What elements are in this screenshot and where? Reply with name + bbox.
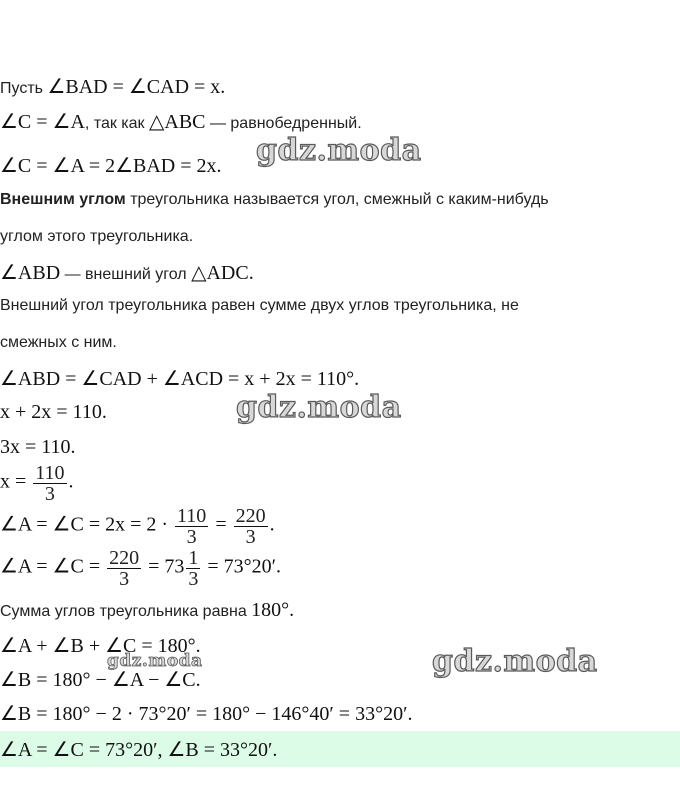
- solution-line: [0, 74, 225, 99]
- text-fragment: смежных с ним.: [0, 334, 117, 351]
- math-expression: x + 2x = 110.: [0, 401, 107, 423]
- math-expression: △ABC: [149, 111, 206, 133]
- math-expression: .: [269, 513, 275, 536]
- solution-line: [0, 366, 359, 391]
- math-expression: ∠BAD = ∠CAD = x.: [47, 76, 226, 98]
- text-fragment: — равнобедренный.: [205, 115, 362, 132]
- fraction-numerator: 110: [35, 462, 65, 484]
- solution-line: [0, 109, 362, 134]
- math-expression: = 73: [143, 555, 185, 578]
- solution-line: [0, 260, 254, 285]
- solution-line: [0, 548, 281, 589]
- fraction-numerator: 220: [235, 505, 266, 527]
- fraction-numerator: 220: [109, 547, 140, 569]
- math-expression: 180°.: [251, 599, 295, 621]
- fraction-denominator: 3: [188, 568, 199, 590]
- math-expression: ∠A = ∠C = 2x = 2 ·: [0, 513, 174, 536]
- math-expression: ∠ABD: [0, 262, 61, 284]
- math-expression: =: [210, 513, 232, 536]
- text-fragment: углом этого треугольника.: [0, 228, 194, 245]
- math-expression: ∠ABD = ∠CAD + ∠ACD = x + 2x = 110°.: [0, 368, 360, 390]
- math-expression: ∠C = ∠A: [0, 111, 85, 133]
- fraction-numerator: 110: [177, 505, 207, 527]
- solution-line: [0, 297, 519, 315]
- watermark: gdz.moda: [107, 651, 203, 671]
- watermark: gdz.moda: [236, 390, 402, 425]
- solution-line: [0, 701, 412, 726]
- math-expression: 3x = 110.: [0, 436, 76, 458]
- math-expression: = 73°20′.: [202, 555, 282, 578]
- text-fragment: , так как: [84, 115, 149, 132]
- solution-line: [0, 436, 76, 459]
- fraction-denominator: 3: [245, 526, 256, 548]
- answer-line: [0, 737, 277, 762]
- math-expression: ∠C = ∠A = 2∠BAD = 2x.: [0, 155, 222, 177]
- bold-term: Внешним углом: [0, 191, 126, 208]
- fraction-numerator: 1: [188, 547, 199, 569]
- solution-line: [0, 506, 275, 547]
- text-fragment: Внешний угол треугольника равен сумме двух углов треугольника, не: [0, 297, 519, 314]
- fraction-denominator: 3: [186, 526, 197, 548]
- math-expression: △ADC.: [191, 262, 254, 284]
- text-fragment: Сумма углов треугольника равна: [0, 603, 252, 620]
- solution-line: [0, 463, 74, 504]
- math-expression: ∠A + ∠B + ∠C = 180°.: [0, 635, 201, 657]
- fraction: [107, 548, 141, 589]
- fraction: [186, 548, 200, 589]
- text-fragment: Пусть: [0, 80, 48, 97]
- solution-line: [0, 599, 294, 622]
- solution-line: [0, 334, 117, 352]
- math-expression: ∠B = 180° − 2 · 73°20′ = 180° − 146°40′ = 33°20′.: [0, 703, 413, 725]
- solution-line: [0, 153, 222, 178]
- fraction: [175, 506, 208, 547]
- math-expression: ∠B = 180° − ∠A − ∠C.: [0, 669, 201, 691]
- solution-line: [0, 228, 193, 246]
- math-expression: ∠A = ∠C = 73°20′, ∠B = 33°20′.: [0, 739, 278, 761]
- watermark: gdz.moda: [256, 133, 422, 168]
- fraction: [234, 506, 268, 547]
- watermark: gdz.moda: [432, 644, 598, 679]
- math-expression: x =: [0, 470, 32, 493]
- fraction-denominator: 3: [119, 568, 130, 590]
- text-fragment: треугольника называется угол, смежный с каким-нибудь: [125, 191, 549, 208]
- math-expression: .: [68, 470, 74, 493]
- solution-line: [0, 191, 549, 209]
- solution-line: [0, 401, 107, 424]
- fraction: [33, 463, 66, 504]
- math-expression: ∠A = ∠C =: [0, 555, 106, 578]
- fraction-denominator: 3: [44, 483, 55, 505]
- text-fragment: — внешний угол: [60, 266, 192, 283]
